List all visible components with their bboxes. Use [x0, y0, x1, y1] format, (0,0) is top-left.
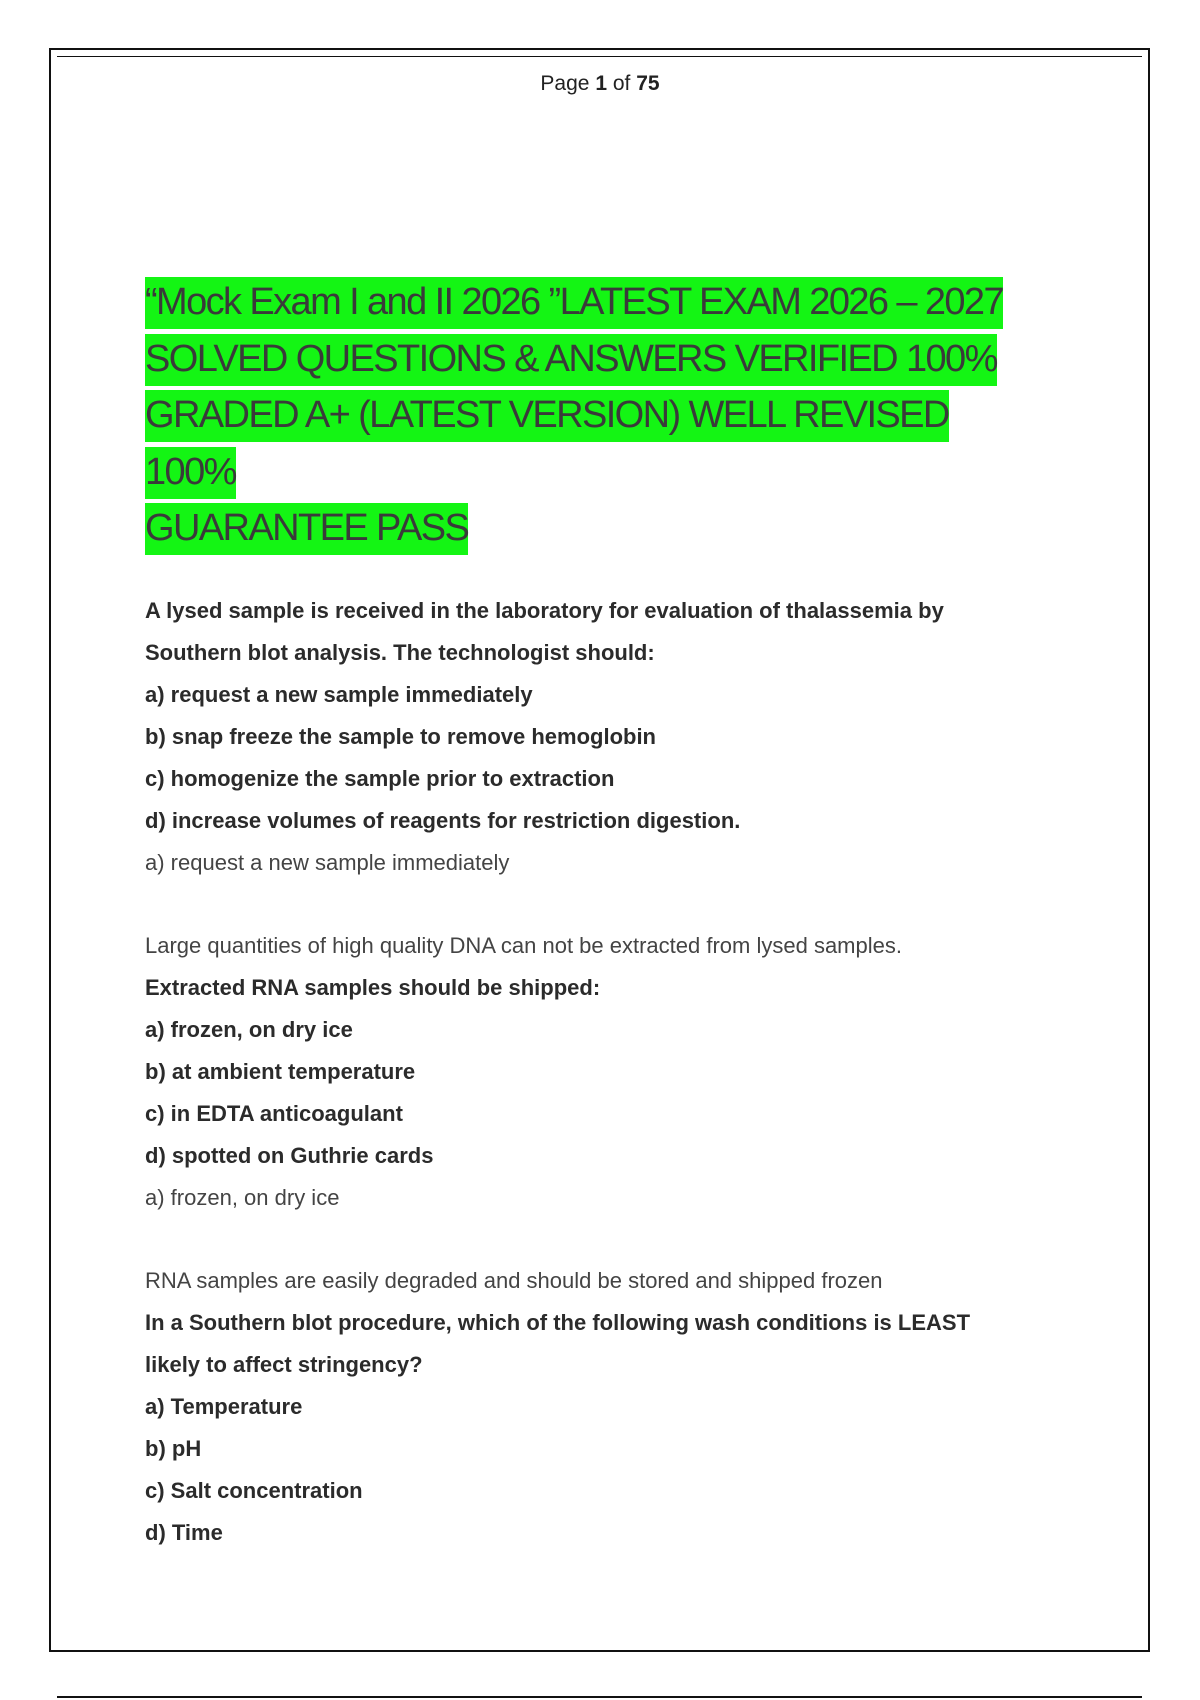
page-label: Page [540, 72, 590, 95]
page-of-label: of [612, 72, 631, 95]
question-3-line-2: likely to affect stringency? [145, 1352, 423, 1377]
spacer [145, 884, 1075, 925]
question-2-answer: a) frozen, on dry ice [145, 1185, 340, 1210]
title-line-1: “Mock Exam I and II 2026 ”LATEST EXAM 2026 – 2027 [145, 277, 1003, 329]
question-1-line-2: Southern blot analysis. The technologist should: [145, 640, 655, 665]
page-number [0, 72, 1200, 96]
top-rule [57, 56, 1142, 57]
question-2-option-b: b) at ambient temperature [145, 1059, 416, 1084]
question-block-3 [145, 1302, 1075, 1554]
question-3-line-1: In a Southern blot procedure, which of the following wash conditions is LEAST [145, 1310, 971, 1335]
question-2-option-a: a) frozen, on dry ice [145, 1017, 353, 1042]
question-2-option-c: c) in EDTA anticoagulant [145, 1101, 403, 1126]
page-total: 75 [636, 72, 660, 95]
title-line-4: GUARANTEE PASS [145, 503, 468, 555]
question-1-option-c: c) homogenize the sample prior to extraction [145, 766, 615, 791]
question-3-option-d: d) Time [145, 1520, 223, 1545]
title-line-3: GRADED A+ (LATEST VERSION) WELL REVISED 100% [145, 390, 949, 499]
document-title [145, 274, 1045, 557]
question-2-explanation: RNA samples are easily degraded and should be stored and shipped frozen [145, 1268, 883, 1293]
questions-section [145, 590, 1075, 1554]
question-2-option-d: d) spotted on Guthrie cards [145, 1143, 434, 1168]
question-1-answer: a) request a new sample immediately [145, 850, 510, 875]
question-2-line-1: Extracted RNA samples should be shipped: [145, 975, 601, 1000]
title-line-2: SOLVED QUESTIONS & ANSWERS VERIFIED 100% [145, 334, 997, 386]
question-1-option-d: d) increase volumes of reagents for restriction digestion. [145, 808, 741, 833]
question-1-explanation: Large quantities of high quality DNA can not be extracted from lysed samples. [145, 933, 902, 958]
question-1-option-a: a) request a new sample immediately [145, 682, 533, 707]
question-1-line-1: A lysed sample is received in the laboratory for evaluation of thalassemia by [145, 598, 944, 623]
question-3-option-c: c) Salt concentration [145, 1478, 363, 1503]
question-3-option-a: a) Temperature [145, 1394, 303, 1419]
bottom-rule [57, 1696, 1142, 1698]
question-1-option-b: b) snap freeze the sample to remove hemoglobin [145, 724, 656, 749]
question-block-1 [145, 590, 1075, 967]
page-current: 1 [595, 72, 607, 95]
question-block-2 [145, 967, 1075, 1302]
spacer [145, 1219, 1075, 1260]
question-3-option-b: b) pH [145, 1436, 202, 1461]
